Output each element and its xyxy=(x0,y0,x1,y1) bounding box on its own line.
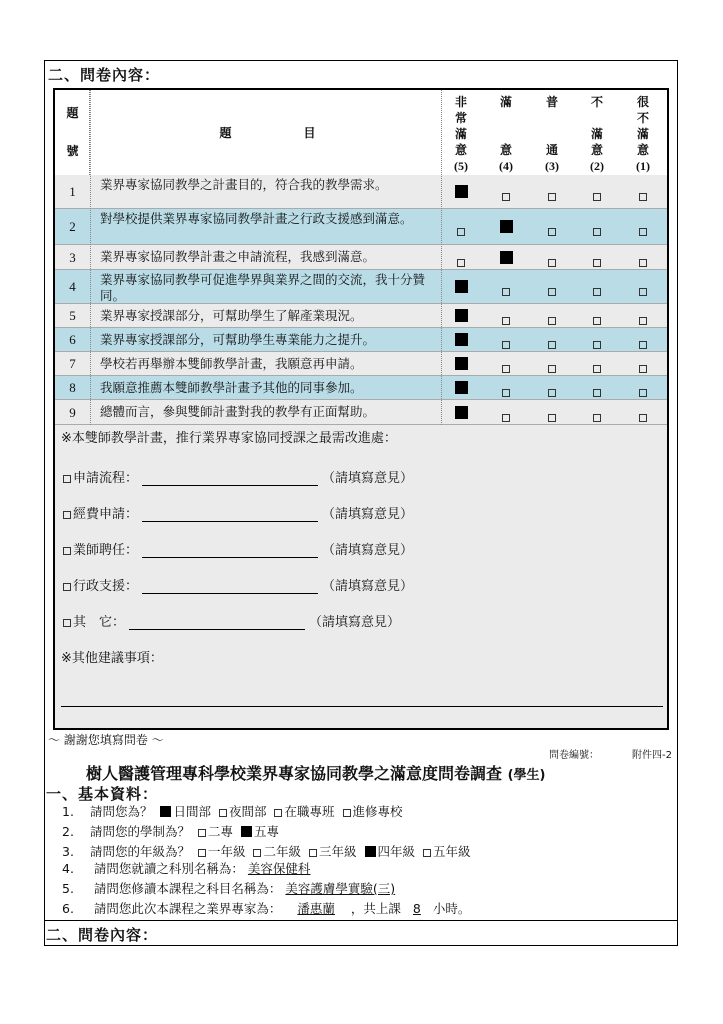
satisfaction-table xyxy=(53,88,669,730)
rating-checkbox[interactable] xyxy=(496,186,516,205)
section-title-content-bottom: 二、問卷內容： xyxy=(46,926,159,944)
improvement-label: 經費申請： xyxy=(73,507,139,522)
improvement-hint: （請填寫意見） xyxy=(322,579,414,594)
question-number: 9 xyxy=(69,404,76,420)
survey-title-text: 樹人醫護管理專科學校業界專家協同教學之滿意度問卷調查 xyxy=(86,764,503,783)
empty-box-icon xyxy=(502,365,510,373)
divider-line xyxy=(44,920,678,921)
question-text: 業界專家協同教學之計畫目的，符合我的教學需求。 xyxy=(100,177,388,192)
q6-mid-text: ，共上課 xyxy=(350,901,401,916)
rating-checkbox[interactable] xyxy=(451,221,471,240)
attachment-label: 附件四-2 xyxy=(632,750,672,761)
basic-question xyxy=(62,802,411,820)
thanks-text: ～ 謝謝您填寫問卷 ～ xyxy=(48,733,164,747)
checked-box-icon xyxy=(455,406,468,419)
q6-expert-name[interactable]: 潘惠蘭 xyxy=(297,901,335,916)
question-number: 7 xyxy=(69,356,76,371)
header-number-label: 題 號 xyxy=(66,106,79,158)
question-number: 1 xyxy=(69,184,76,199)
option-label: 進修專校 xyxy=(352,804,403,819)
checked-box-icon xyxy=(365,846,376,857)
question-text: 學校若再舉辦本雙師教學計畫，我願意再申請。 xyxy=(100,356,363,371)
empty-box-icon xyxy=(274,809,282,817)
checked-box-icon xyxy=(241,826,252,837)
rating-checkbox[interactable] xyxy=(496,281,516,300)
header-rating-label: 非 常 滿 意 xyxy=(454,95,467,157)
rating-checkbox-checked[interactable] xyxy=(451,331,471,350)
rating-checkbox[interactable] xyxy=(587,382,607,401)
q6-question: 請問您此次本課程之業界專家為： xyxy=(93,901,282,916)
header-rating-score: (1) xyxy=(636,159,650,173)
option[interactable] xyxy=(253,844,301,859)
empty-box-icon xyxy=(502,317,510,325)
empty-box-icon xyxy=(548,193,556,201)
checkbox-icon[interactable] xyxy=(63,475,71,483)
rating-checkbox[interactable] xyxy=(496,358,516,377)
basic-q4 xyxy=(62,859,310,877)
empty-box-icon xyxy=(639,341,647,349)
empty-box-icon xyxy=(548,365,556,373)
empty-box-icon xyxy=(548,228,556,236)
question-text: 業界專家授課部分，可幫助學生了解產業現況。 xyxy=(100,308,363,323)
rating-checkbox-checked[interactable] xyxy=(496,218,516,237)
rating-checkbox[interactable] xyxy=(633,310,653,329)
basic-q6 xyxy=(62,899,470,917)
rating-checkbox[interactable] xyxy=(496,407,516,426)
header-rating-score: (3) xyxy=(545,159,559,173)
option[interactable] xyxy=(274,804,334,819)
option[interactable] xyxy=(198,824,233,839)
rating-checkbox[interactable] xyxy=(633,334,653,353)
section-title-content: 二、問卷內容： xyxy=(48,66,161,84)
improvement-input-line[interactable] xyxy=(142,543,318,558)
question-text: 業界專家協同教學計畫之申請流程，我感到滿意。 xyxy=(100,249,376,264)
rating-checkbox[interactable] xyxy=(633,407,653,426)
question-text: 業界專家協同教學可促進學界與業界之間的交流，我十分贊同。 xyxy=(100,272,426,303)
improvement-input-line[interactable] xyxy=(142,471,318,486)
rating-checkbox[interactable] xyxy=(542,334,562,353)
empty-box-icon xyxy=(593,317,601,325)
empty-box-icon xyxy=(548,389,556,397)
improvement-field xyxy=(63,539,413,558)
improvement-field xyxy=(63,611,400,630)
empty-box-icon xyxy=(548,341,556,349)
improvement-input-line[interactable] xyxy=(142,507,318,522)
option-label: 在職專班 xyxy=(284,804,335,819)
rating-checkbox[interactable] xyxy=(542,252,562,271)
header-rating-column xyxy=(583,94,611,174)
q4-number: 4. xyxy=(62,861,74,876)
improvement-label: 業師聘任： xyxy=(73,543,139,558)
empty-box-icon xyxy=(593,259,601,267)
rating-checkbox[interactable] xyxy=(633,382,653,401)
option-label: 夜間部 xyxy=(228,804,267,819)
empty-box-icon xyxy=(593,193,601,201)
basic-question-text: 請問您為？ xyxy=(89,804,153,819)
q6-end-text: 小時。 xyxy=(432,901,471,916)
rating-checkbox[interactable] xyxy=(496,382,516,401)
checked-box-icon xyxy=(455,280,468,293)
empty-box-icon xyxy=(548,317,556,325)
rating-checkbox-checked[interactable] xyxy=(451,379,471,398)
improvement-input-line[interactable] xyxy=(129,615,305,630)
q6-number: 6. xyxy=(62,901,74,916)
improvement-input-line[interactable] xyxy=(142,579,318,594)
question-row xyxy=(55,245,667,270)
empty-box-icon xyxy=(639,317,647,325)
question-row xyxy=(55,400,667,425)
question-row xyxy=(55,304,667,328)
question-row xyxy=(55,270,667,304)
question-number: 6 xyxy=(69,332,76,347)
improvement-field xyxy=(63,575,413,594)
checkbox-icon[interactable] xyxy=(63,583,71,591)
empty-box-icon xyxy=(639,288,647,296)
option-label: 五專 xyxy=(253,824,279,839)
basic-q5 xyxy=(62,879,395,897)
rating-checkbox-checked[interactable] xyxy=(496,249,516,268)
checked-box-icon xyxy=(455,309,468,322)
empty-box-icon xyxy=(423,849,431,857)
rating-checkbox[interactable] xyxy=(587,358,607,377)
rating-checkbox[interactable] xyxy=(451,252,471,271)
checked-box-icon xyxy=(160,806,171,817)
rating-checkbox[interactable] xyxy=(633,281,653,300)
option[interactable] xyxy=(343,804,403,819)
empty-box-icon xyxy=(343,809,351,817)
other-suggestions-label: ※其他建議事項： xyxy=(61,651,163,666)
empty-box-icon xyxy=(219,809,227,817)
rating-checkbox[interactable] xyxy=(496,334,516,353)
checked-box-icon xyxy=(455,333,468,346)
option-label: 二年級 xyxy=(263,844,301,859)
empty-box-icon xyxy=(309,849,317,857)
rating-checkbox[interactable] xyxy=(587,281,607,300)
basic-question-text: 請問您的年級為？ xyxy=(89,844,190,859)
improvement-label: 行政支援： xyxy=(73,579,139,594)
rating-checkbox[interactable] xyxy=(542,310,562,329)
empty-box-icon xyxy=(198,849,206,857)
rating-checkbox-checked[interactable] xyxy=(451,355,471,374)
checkbox-icon[interactable] xyxy=(63,619,71,627)
checked-box-icon xyxy=(455,381,468,394)
improvement-hint: （請填寫意見） xyxy=(322,507,414,522)
empty-box-icon xyxy=(593,288,601,296)
rating-checkbox[interactable] xyxy=(587,221,607,240)
empty-box-icon xyxy=(639,228,647,236)
empty-box-icon xyxy=(639,365,647,373)
q5-number: 5. xyxy=(62,881,74,896)
question-number: 3 xyxy=(69,249,76,265)
empty-box-icon xyxy=(502,288,510,296)
empty-box-icon xyxy=(502,389,510,397)
option-label: 三年級 xyxy=(318,844,357,859)
option[interactable] xyxy=(219,804,267,819)
header-rating-score: (4) xyxy=(499,159,513,173)
header-rating-score: (2) xyxy=(590,159,604,173)
header-rating-column xyxy=(447,94,475,174)
header-rating-score: (5) xyxy=(454,159,468,173)
empty-box-icon xyxy=(548,414,556,422)
q5-question: 請問您修讀本課程之科目名稱為： xyxy=(93,881,282,896)
empty-box-icon xyxy=(639,259,647,267)
option-label: 二專 xyxy=(207,824,233,839)
checked-box-icon xyxy=(455,185,468,198)
checkbox-icon[interactable] xyxy=(63,547,71,555)
rating-checkbox-checked[interactable] xyxy=(451,278,471,297)
rating-checkbox[interactable] xyxy=(587,407,607,426)
q6-hours[interactable]: 8 xyxy=(412,901,421,916)
question-number: 8 xyxy=(69,380,76,395)
option-label: 日間部 xyxy=(173,804,211,819)
rating-checkbox[interactable] xyxy=(633,252,653,271)
option-label: 一年級 xyxy=(207,844,246,859)
rating-checkbox[interactable] xyxy=(496,310,516,329)
improvement-field xyxy=(63,503,413,522)
empty-box-icon xyxy=(639,389,647,397)
empty-box-icon xyxy=(593,228,601,236)
improvement-label: 申請流程： xyxy=(73,471,139,486)
question-text: 我願意推薦本雙師教學計畫予其他的同事參加。 xyxy=(100,380,363,395)
section-title-basic: 一、基本資料： xyxy=(46,785,159,803)
rating-checkbox[interactable] xyxy=(587,252,607,271)
basic-question xyxy=(62,822,287,840)
improvement-hint: （請填寫意見） xyxy=(322,543,414,558)
option[interactable] xyxy=(198,844,246,859)
q5-answer[interactable]: 美容護膚學實驗(三) xyxy=(285,881,396,896)
empty-box-icon xyxy=(502,193,510,201)
rating-checkbox[interactable] xyxy=(542,382,562,401)
rating-checkbox[interactable] xyxy=(542,281,562,300)
question-text: 業界專家授課部分，可幫助學生專業能力之提升。 xyxy=(100,332,376,347)
empty-box-icon xyxy=(593,389,601,397)
header-rating-column xyxy=(629,94,657,174)
question-text: 對學校提供業界專家協同教學計畫之行政支援感到滿意。 xyxy=(100,211,413,226)
rating-checkbox-checked[interactable] xyxy=(451,183,471,202)
empty-box-icon xyxy=(457,228,465,236)
option-checked[interactable] xyxy=(160,804,211,819)
rating-checkbox[interactable] xyxy=(587,310,607,329)
survey-title xyxy=(86,761,545,784)
option-checked[interactable] xyxy=(365,844,416,859)
option-label: 五年級 xyxy=(433,844,471,859)
header-rating-column xyxy=(538,94,566,174)
checked-box-icon xyxy=(500,220,513,233)
header-rating-label: 很 不 滿 意 xyxy=(636,95,649,157)
q4-answer[interactable]: 美容保健科 xyxy=(247,861,311,876)
rating-checkbox-checked[interactable] xyxy=(451,404,471,423)
header-rating-label: 滿 意 xyxy=(499,95,512,157)
option[interactable] xyxy=(309,844,357,859)
checked-box-icon xyxy=(500,251,513,264)
header-rating-column xyxy=(492,94,520,174)
question-row xyxy=(55,376,667,400)
basic-question-text: 請問您的學制為？ xyxy=(89,824,190,839)
header-rating-label: 不 滿 意 xyxy=(590,95,603,157)
empty-box-icon xyxy=(639,414,647,422)
rating-checkbox[interactable] xyxy=(587,186,607,205)
rating-checkbox[interactable] xyxy=(633,186,653,205)
empty-box-icon xyxy=(593,341,601,349)
rating-checkbox[interactable] xyxy=(542,407,562,426)
form-number-label: 問卷編號： xyxy=(549,750,599,761)
rating-checkbox[interactable] xyxy=(542,186,562,205)
improvement-label: 其 它： xyxy=(73,615,126,630)
question-number: 2 xyxy=(69,219,76,234)
empty-box-icon xyxy=(502,341,510,349)
improve-title: ※本雙師教學計畫，推行業界專家協同授課之最需改進處： xyxy=(61,431,397,446)
option-checked[interactable] xyxy=(241,824,279,839)
rating-checkbox[interactable] xyxy=(542,358,562,377)
question-number: 5 xyxy=(69,308,76,323)
survey-subject: (學生) xyxy=(507,768,546,783)
option-label: 四年級 xyxy=(377,844,416,859)
header-number-cell xyxy=(55,90,90,175)
empty-box-icon xyxy=(548,259,556,267)
empty-box-icon xyxy=(457,259,465,267)
checked-box-icon xyxy=(455,357,468,370)
empty-box-icon xyxy=(502,414,510,422)
empty-box-icon xyxy=(593,365,601,373)
improvement-hint: （請填寫意見） xyxy=(322,471,414,486)
basic-question-number: 3. xyxy=(62,844,74,859)
empty-box-icon xyxy=(198,829,206,837)
question-row xyxy=(55,352,667,376)
option[interactable] xyxy=(423,844,471,859)
improvement-hint: （請填寫意見） xyxy=(309,615,401,630)
improvement-field xyxy=(63,467,413,486)
rating-checkbox[interactable] xyxy=(633,221,653,240)
question-row xyxy=(55,209,667,245)
rating-checkbox[interactable] xyxy=(587,334,607,353)
basic-question xyxy=(62,842,479,860)
question-row xyxy=(55,175,667,209)
header-question-label: 題 目 xyxy=(219,126,316,140)
rating-checkbox[interactable] xyxy=(633,358,653,377)
question-row xyxy=(55,328,667,352)
empty-box-icon xyxy=(548,288,556,296)
rating-checkbox-checked[interactable] xyxy=(451,307,471,326)
empty-box-icon xyxy=(593,414,601,422)
question-text: 總體而言，參與雙師計畫對我的教學有正面幫助。 xyxy=(100,404,376,419)
checkbox-icon[interactable] xyxy=(63,511,71,519)
question-number: 4 xyxy=(69,279,76,294)
suggestion-line xyxy=(61,706,663,707)
q4-question: 請問您就讀之科別名稱為： xyxy=(93,861,244,876)
table-header xyxy=(55,90,667,176)
header-rating-label: 普 通 xyxy=(545,95,558,157)
basic-question-number: 2. xyxy=(62,824,74,839)
empty-box-icon xyxy=(639,193,647,201)
empty-box-icon xyxy=(253,849,261,857)
rating-checkbox[interactable] xyxy=(542,221,562,240)
basic-question-number: 1. xyxy=(62,804,74,819)
